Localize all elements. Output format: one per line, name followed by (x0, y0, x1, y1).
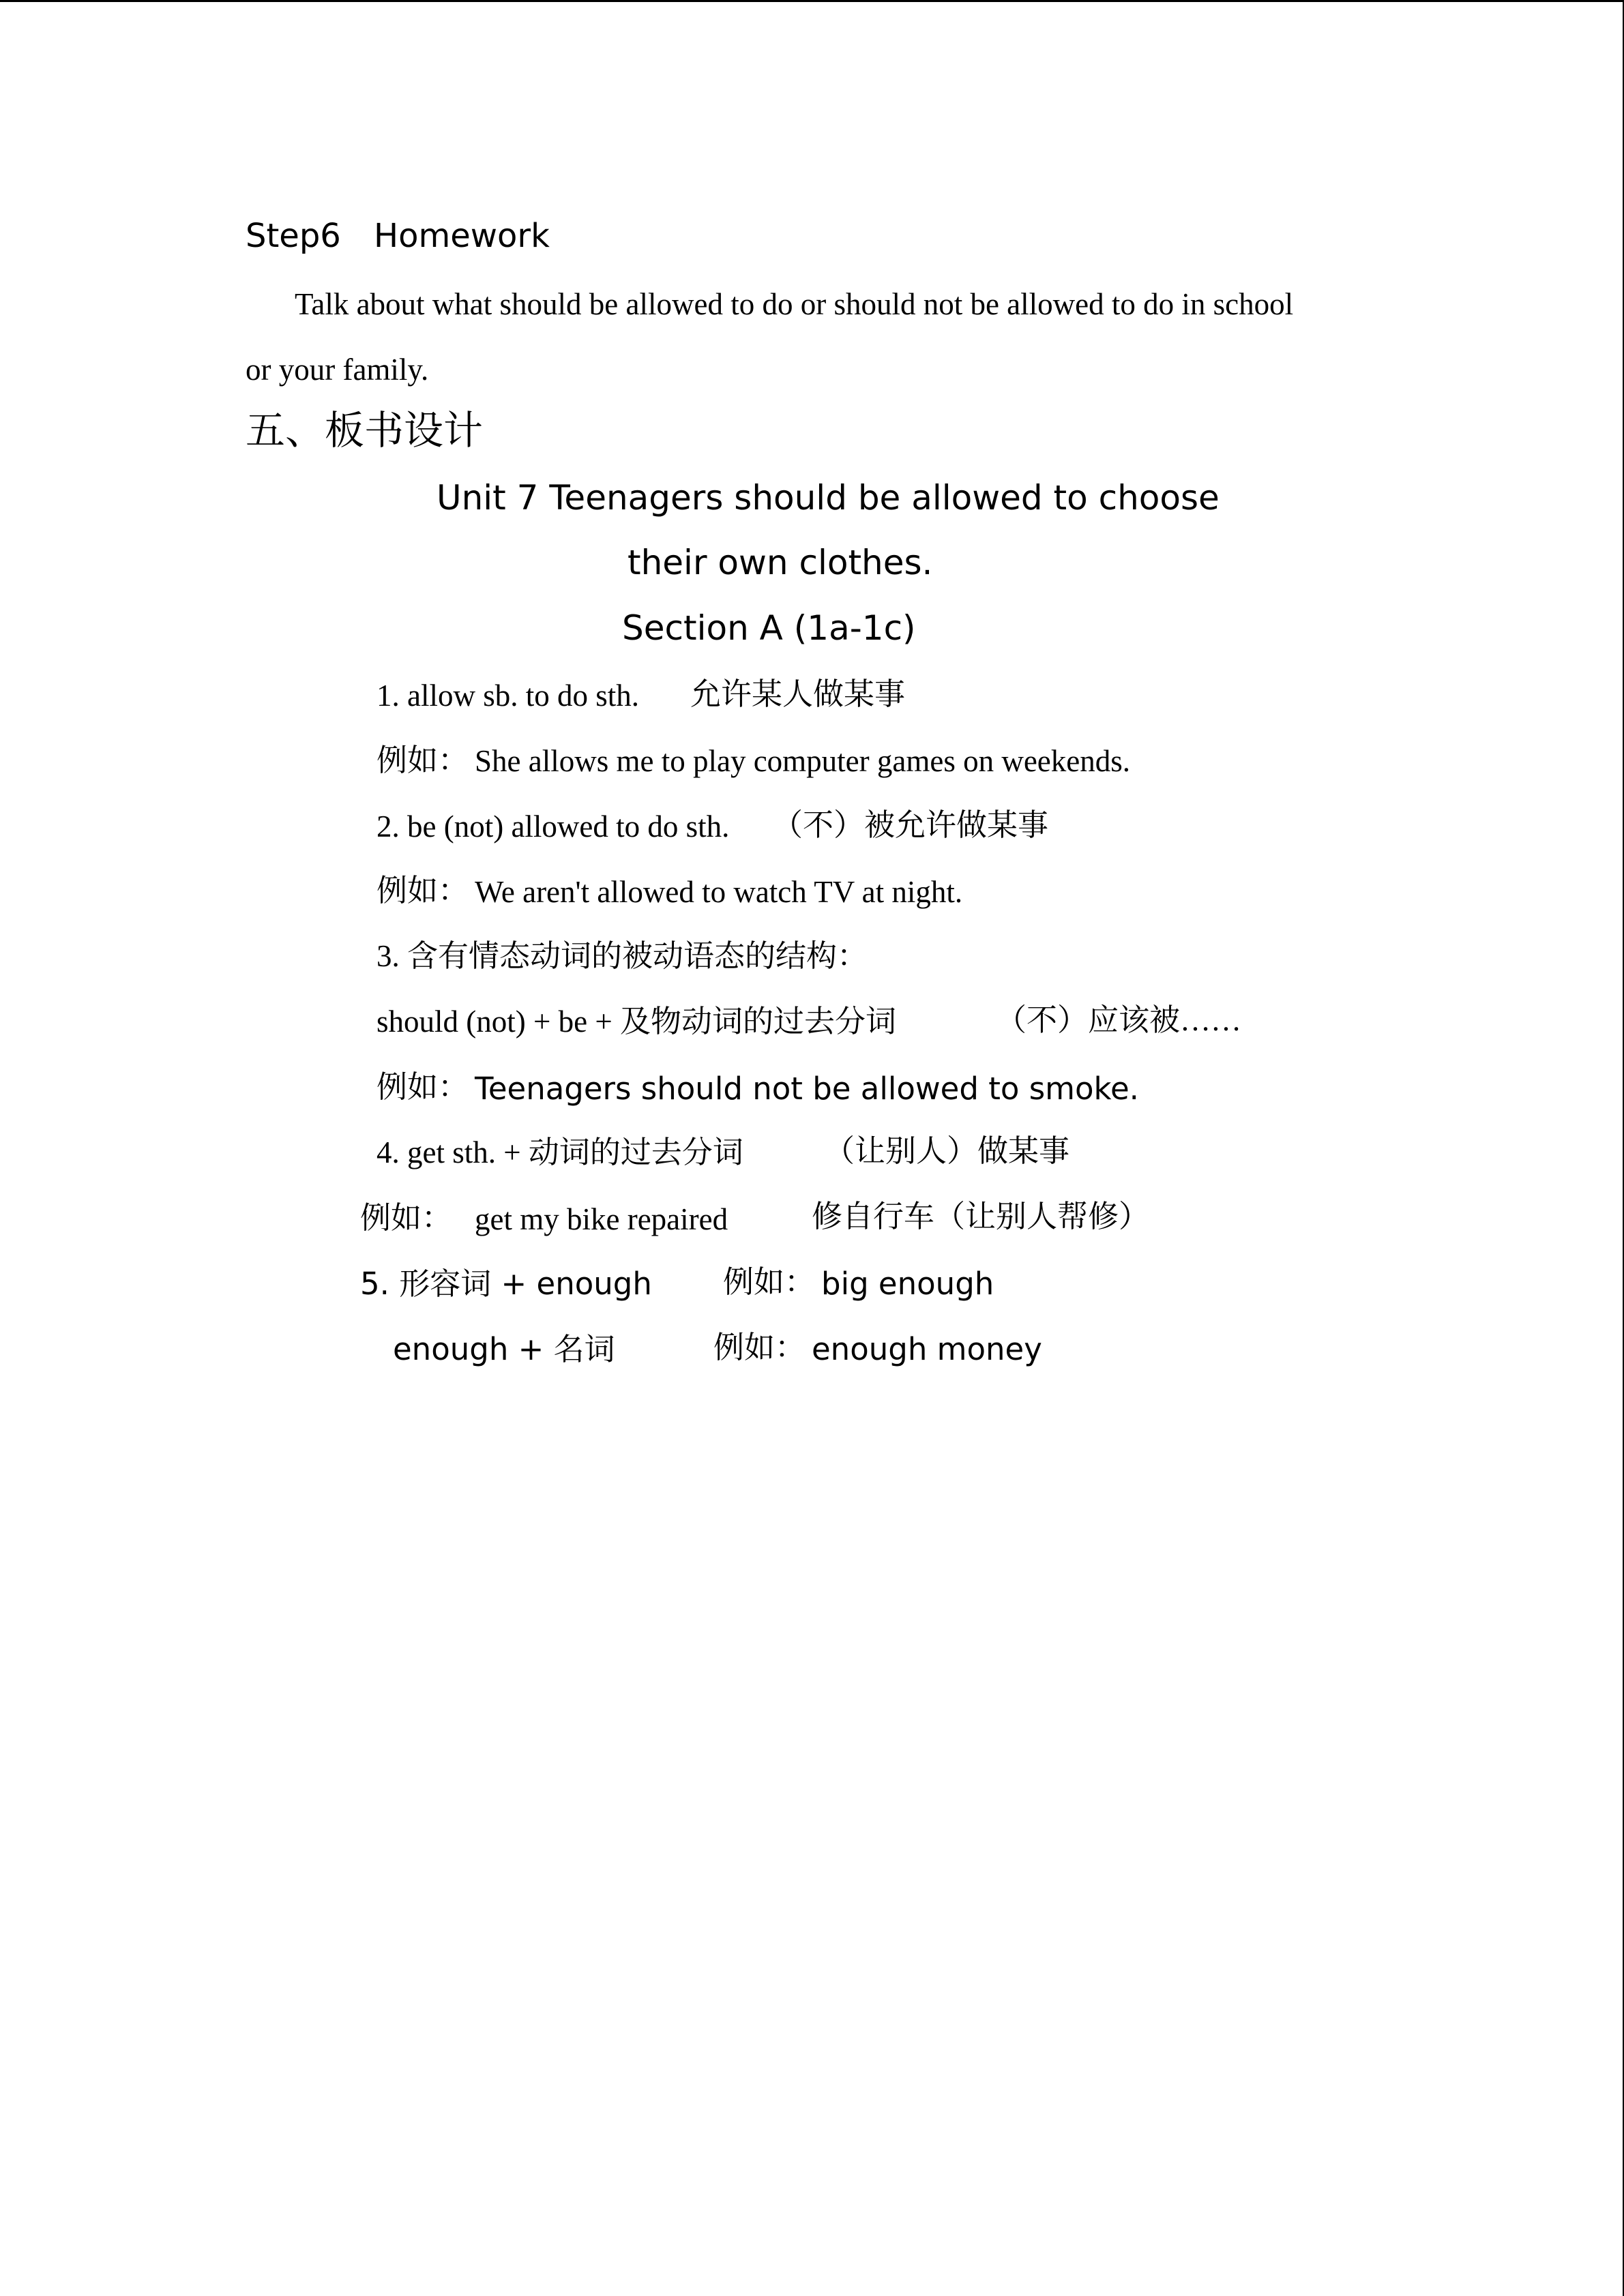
example-5a-text: big enough (821, 1266, 994, 1302)
example-1-text: She allows me to play computer games on weekends. (475, 744, 1131, 778)
item-1-en: 1. allow sb. to do sth. (377, 679, 640, 713)
example-2-text: We aren't allowed to watch TV at night. (475, 875, 963, 909)
example-1-prefix: 例如： (377, 743, 469, 777)
step-label: Step6 (246, 217, 341, 255)
step-title: Homework (374, 217, 550, 255)
example-5b-text: enough money (812, 1331, 1042, 1367)
item-3-formula: should (not) + be + 及物动词的过去分词 (377, 1004, 896, 1039)
board-title-line-3: Section A (1a-1c) (622, 608, 916, 648)
example-3-text: Teenagers should not be allowed to smoke. (475, 1071, 1139, 1107)
example-4-cn: 修自行车（让别人帮修） (812, 1199, 1150, 1234)
board-title-line-1: Unit 7 Teenagers should be allowed to choose (437, 478, 1220, 518)
item-3-cn: （不）应该被…… (996, 1003, 1242, 1037)
item-2-cn: （不）被允许做某事 (772, 808, 1049, 842)
example-3-prefix: 例如： (377, 1070, 469, 1104)
example-4-prefix: 例如： (360, 1201, 453, 1235)
homework-line-2: or your family. (246, 353, 429, 387)
example-2-prefix: 例如： (377, 874, 469, 908)
homework-line-1: Talk about what should be allowed to do or should not be allowed to do in school (295, 287, 1294, 321)
item-3-text: 3. 含有情态动词的被动语态的结构： (377, 939, 868, 973)
example-5b-prefix: 例如： (713, 1330, 806, 1365)
item-4-en: 4. get sth. + 动词的过去分词 (377, 1135, 743, 1169)
item-5-en: 5. 形容词 + enough (360, 1266, 652, 1302)
item-5b-en: enough + 名词 (393, 1331, 615, 1367)
board-title-line-2: their own clothes. (628, 543, 933, 582)
item-4-cn: （让别人）做某事 (824, 1134, 1070, 1168)
item-2-en: 2. be (not) allowed to do sth. (377, 809, 730, 844)
item-1-cn: 允许某人做某事 (690, 677, 906, 711)
example-5a-prefix: 例如： (723, 1265, 816, 1299)
top-border (0, 0, 1624, 2)
section-heading: 五、板书设计 (246, 408, 484, 453)
example-4-text: get my bike repaired (475, 1202, 728, 1236)
